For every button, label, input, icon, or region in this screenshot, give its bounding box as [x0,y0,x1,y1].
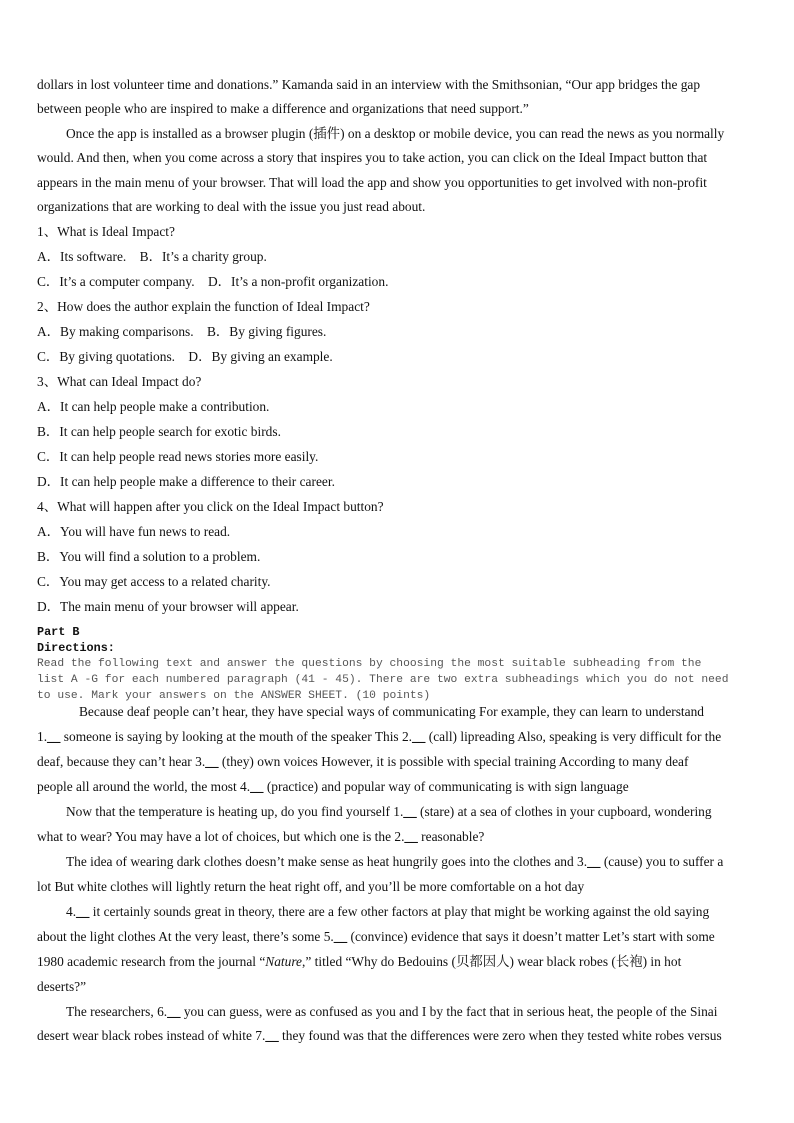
paragraph-line: deaf, because they can’t hear 3.__ (they) own voices However, it is possible with special training According to many deaf [37,754,689,769]
paragraph-line: The idea of wearing dark clothes doesn’t make sense as heat hungrily goes into the clothes and 3.__ (cause) you to suffer a [66,854,724,869]
question-option: D．It can help people make a difference to their career. [37,474,335,489]
fill-blank[interactable]: __ [167,1004,181,1019]
question-option: C．By giving quotations. D．By giving an example. [37,349,333,364]
paragraph-line: Once the app is installed as a browser plugin (插件) on a desktop or mobile device, you can read the news as you normally [66,126,725,141]
directions-text: to use. Mark your answers on the ANSWER SHEET. (10 points) [37,690,431,702]
fill-blank[interactable]: __ [47,729,61,744]
question-option: C．It’s a computer company. D．It’s a non-profit organization. [37,274,389,289]
paragraph-line: would. And then, when you come across a story that inspires you to take action, you can click on the Ideal Impact button that [37,150,708,165]
fill-blank[interactable]: __ [333,929,348,944]
fill-blank[interactable]: __ [76,904,90,919]
blank-number: 1. [37,729,48,744]
paragraph-line: desert wear black robes instead of white 7.__ they found was that the differences were zero when they tested white robes versus [37,1028,722,1043]
fill-blank[interactable]: __ [587,854,601,869]
question-option: A．It can help people make a contribution. [37,399,270,414]
fill-blank[interactable]: __ [250,779,264,794]
question-option: A．You will have fun news to read. [37,524,231,539]
part-heading: Part B [37,625,80,639]
question-option: C．You may get access to a related charity. [37,574,271,589]
paragraph-line: Now that the temperature is heating up, do you find yourself 1.__ (stare) at a sea of clothes in your cupboard, wondering [66,804,712,819]
question-option: A．Its software. B．It’s a charity group. [37,249,267,264]
journal-name: Nature [265,954,302,969]
paragraph-line: 1.__ someone is saying by looking at the mouth of the speaker This 2.__ (call) lipreading Also, speaking is very difficult for the [37,729,722,744]
question-option: D．The main menu of your browser will appear. [37,599,299,614]
fill-blank[interactable]: __ [205,754,219,769]
paragraph-line: organizations that are working to deal with the issue you just read about. [37,199,426,214]
paragraph-line: deserts?” [37,979,87,994]
paragraph-line: 4.__ it certainly sounds great in theory, there are a few other factors at play that might be working against the old saying [66,904,710,919]
paragraph-line: appears in the main menu of your browser. That will load the app and show you opportunities to get involved with non-profit [37,175,707,190]
paragraph-line: about the light clothes At the very least, there’s some 5.__ (convince) evidence that says it doesn’t matter Let’s start with some [37,929,715,944]
paragraph-line: what to wear? You may have a lot of choices, but which one is the 2.__ reasonable? [37,829,485,844]
fill-blank[interactable]: __ [265,1028,279,1043]
question-stem: 4、What will happen after you click on the Ideal Impact button? [37,499,384,514]
directions-label: Directions: [37,641,115,655]
question-option: C．It can help people read news stories more easily. [37,449,319,464]
paragraph-line: The researchers, 6.__ you can guess, were as confused as you and I by the fact that in serious heat, the people of the Sinai [66,1004,718,1019]
paragraph-line: Because deaf people can’t hear, they have special ways of communicating For example, they can learn to understand [79,704,704,719]
paragraph-line: lot But white clothes will lightly return the heat right off, and you’ll be more comfortable on a hot day [37,879,585,894]
question-option: B．You will find a solution to a problem. [37,549,261,564]
fill-blank[interactable]: __ [412,729,426,744]
question-stem: 3、What can Ideal Impact do? [37,374,202,389]
paragraph-line: people all around the world, the most 4.__ (practice) and popular way of communicating is with sign language [37,779,629,794]
paragraph-line: 1980 academic research from the journal “Nature,” titled “Why do Bedouins (贝都因人) wear black robes (长袍) in hot [37,954,682,969]
directions-text: list A -G for each numbered paragraph (41 - 45). There are two extra subheadings which you do not need [37,674,729,686]
question-stem: 1、What is Ideal Impact? [37,224,175,239]
fill-blank[interactable]: __ [403,804,417,819]
question-option: A．By making comparisons. B．By giving figures. [37,324,327,339]
directions-text: Read the following text and answer the questions by choosing the most suitable subheading from the [37,658,702,670]
fill-blank[interactable]: __ [404,829,418,844]
paragraph-line: dollars in lost volunteer time and donations.” Kamanda said in an interview with the Smithsonian, “Our app bridges the gap [37,77,701,92]
question-option: B．It can help people search for exotic birds. [37,424,281,439]
question-stem: 2、How does the author explain the function of Ideal Impact? [37,299,370,314]
paragraph-line: between people who are inspired to make a difference and organizations that need support.” [37,101,529,116]
